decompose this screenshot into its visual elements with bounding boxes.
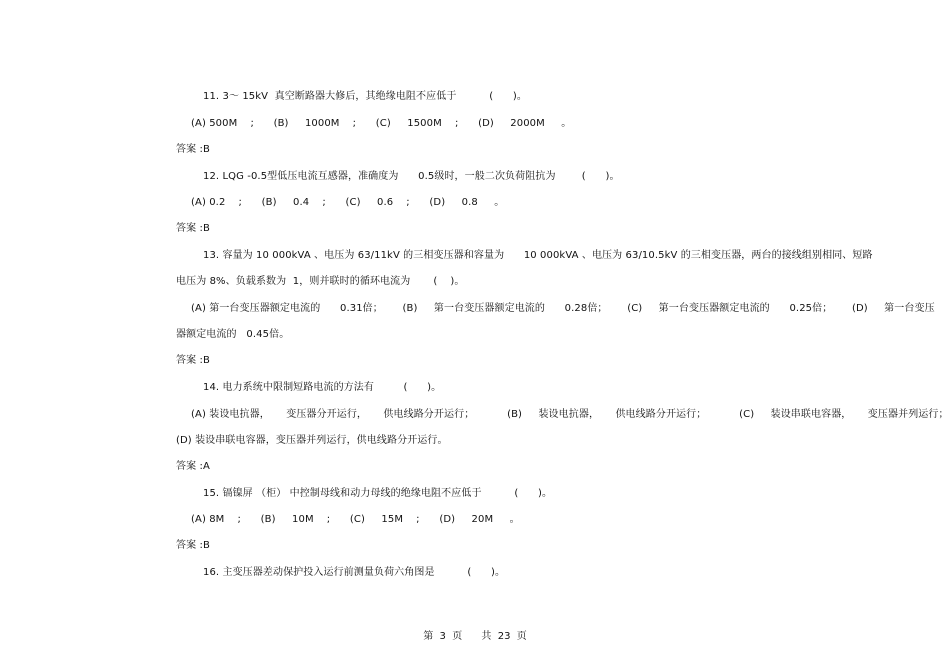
question-11-answer: 答案 :B (176, 144, 210, 155)
question-13-stem-line-1: 13. 容量为 10 000kVA 、电压为 63/11kV 的三相变压器和容量为 10 000kVA 、电压为 63/10.5kV 的三相变压器，两台的接线组别相同、短路 (203, 250, 873, 261)
question-11-options: (A) 500M ; (B) 1000M ; (C) 1500M ; (D) 2000M 。 (191, 118, 572, 129)
question-15-options: (A) 8M ; (B) 10M ; (C) 15M ; (D) 20M 。 (191, 514, 520, 525)
question-12-options: (A) 0.2 ; (B) 0.4 ; (C) 0.6 ; (D) 0.8 。 (191, 197, 505, 208)
question-15-stem: 15. 镉镍屏 （柜） 中控制母线和动力母线的绝缘电阻不应低于 ( )。 (203, 488, 553, 499)
question-15-answer: 答案 :B (176, 540, 210, 551)
question-11-stem: 11. 3～ 15kV 真空断路器大修后，其绝缘电阻不应低于 ( )。 (203, 91, 527, 102)
question-13-stem-line-2: 电压为 8%、负载系数为 1，则并联时的循环电流为 ( )。 (176, 276, 465, 287)
question-12-answer: 答案 :B (176, 223, 210, 234)
question-14-stem: 14. 电力系统中限制短路电流的方法有 ( )。 (203, 382, 442, 393)
question-14-options-line-1: (A) 装设电抗器， 变压器分开运行， 供电线路分开运行； (B) 装设电抗器， 供电线路分开运行； (C) 装设串联电容器， 变压器并列运行； (191, 409, 949, 420)
question-13-options-line-1: (A) 第一台变压器额定电流的 0.31倍； (B) 第一台变压器额定电流的 0.28倍； (C) 第一台变压器额定电流的 0.25倍； (D) 第一台变压 (191, 303, 935, 314)
question-14-options-line-2: (D) 装设串联电容器，变压器并列运行，供电线路分开运行。 (176, 435, 448, 446)
page-footer: 第 3 页 共 23 页 (423, 631, 527, 642)
question-13-options-line-2: 器额定电流的 0.45倍。 (176, 329, 290, 340)
question-12-stem: 12. LQG -0.5型低压电流互感器，准确度为 0.5级时，一般二次负荷阻抗为 ( )。 (203, 171, 620, 182)
question-13-answer: 答案 :B (176, 355, 210, 366)
question-16-stem: 16. 主变压器差动保护投入运行前测量负荷六角图是 ( )。 (203, 567, 506, 578)
question-14-answer: 答案 :A (176, 461, 210, 472)
